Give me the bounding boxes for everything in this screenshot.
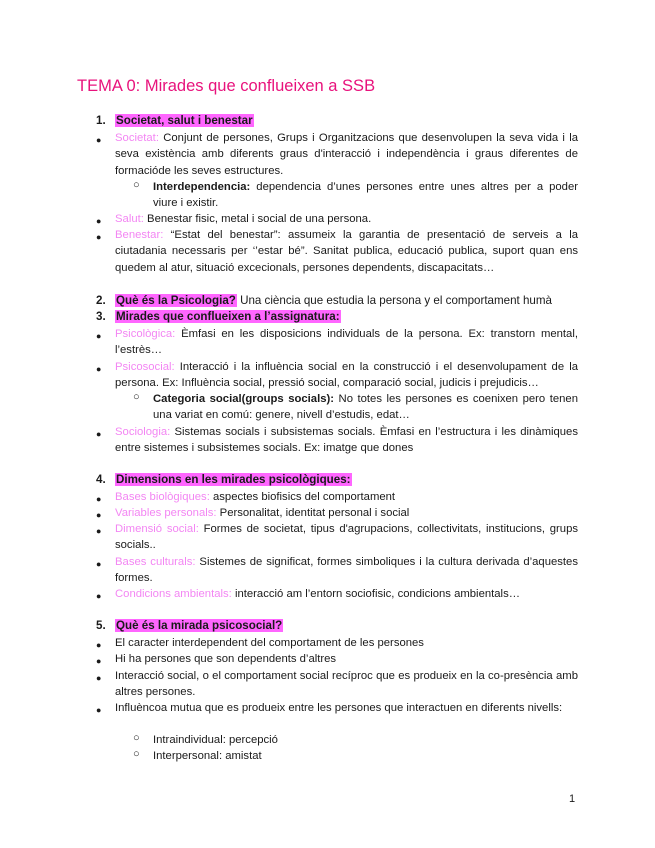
bullet-icon: ● <box>96 135 102 145</box>
section-4-heading: 4. Dimensions en les mirades psicològiques: <box>96 473 351 486</box>
bullet-icon: ● <box>96 526 102 536</box>
bullet-icon: ● <box>96 591 102 601</box>
list-item: Sociologia: Sistemas socials i subsistemas socials. Èmfasi en l’estructura i les dinàmiques entre sistemes i subsistemes socials. Ex: imatge que dones <box>115 426 578 455</box>
page-number: 1 <box>569 793 576 805</box>
list-item: Psicològica: Èmfasi en les disposicions individuals de la persona. Ex: transtorn mental, l’estrès… <box>115 328 578 357</box>
section-1-heading: 1. Societat, salut i benestar <box>96 114 253 127</box>
list-item: Dimensió social: Formes de societat, tipus d'agrupacions, collectivitats, institucions, grups socials.. <box>115 523 579 552</box>
list-item: Benestar: “Estat del benestar”: assumeix la garantia de presentació de serveis a la ciutadania necessaris per ‘’estar bé”. Sanitat publica, educació publica, suport quan ens quedem al atur, situació excecionals, persones dependents, discapacitats… <box>115 229 578 274</box>
list-item: Condicions ambientals: interacció am l’entorn sociofisic, condicions ambientals… <box>115 588 521 600</box>
list-item: Societat: Conjunt de persones, Grups i Organitzacions que desenvolupen la seva vida i la seva existència amb diferents graus d'interacció i independència i graus diferentes de formacióde les seves estructures. <box>115 132 578 177</box>
bullet-icon: ● <box>96 232 102 242</box>
sub-bullet-icon: ○ <box>133 732 140 744</box>
list-item: Hi ha persones que son dependents d’altres <box>115 653 337 665</box>
bullet-icon: ● <box>96 559 102 569</box>
bullet-icon: ● <box>96 331 102 341</box>
list-item: Influèncoa mutua que es produeix entre les persones que interactuen en diferents nivells: <box>115 702 563 714</box>
list-item: Variables personals: Personalitat, identitat personal i social <box>115 507 410 519</box>
bullet-icon: ● <box>96 705 102 715</box>
sub-bullet-icon: ○ <box>133 391 140 403</box>
section-5-heading: 5. Què és la mirada psicosocial? <box>96 619 283 632</box>
sub-list-item: Interdependencia: dependencia d’unes persones entre unes altres per a poder viure i existir. <box>153 181 578 210</box>
bullet-icon: ● <box>96 640 102 650</box>
sub-list-item: Categoria social(groups socials): No totes les persones es coenixen pero tenen una variat en comú: genere, nivell d’estudis, edat… <box>153 393 578 422</box>
section-3-heading: 3. Mirades que conflueixen a l’assignatura: <box>96 310 340 323</box>
bullet-icon: ● <box>96 364 102 374</box>
sub-list-item: Intraindividual: percepció <box>153 734 278 746</box>
list-item: Bases culturals: Sistemes de significat, formes simboliques i la cultura derivada d’aquestes formes. <box>115 556 578 585</box>
sub-bullet-icon: ○ <box>133 748 140 760</box>
bullet-icon: ● <box>96 656 102 666</box>
bullet-icon: ● <box>96 429 102 439</box>
bullet-icon: ● <box>96 216 102 226</box>
document-title: TEMA 0: Mirades que conflueixen a SSB <box>77 77 376 95</box>
bullet-icon: ● <box>96 510 102 520</box>
list-item: El caracter interdependent del comportament de les persones <box>115 637 424 649</box>
list-item: Salut: Benestar fisic, metal i social de una persona. <box>115 213 372 225</box>
list-item: Bases biològiques: aspectes biofisics del comportament <box>115 491 396 503</box>
sub-bullet-icon: ○ <box>133 179 140 191</box>
section-2-heading: 2. Què és la Psicologia? Una ciència que estudia la persona y el comportament humà <box>96 294 552 307</box>
bullet-icon: ● <box>96 673 102 683</box>
list-item: Interacció social, o el comportament social recíproc que es produeix en la co-presència amb altres persones. <box>115 670 578 699</box>
sub-list-item: Interpersonal: amistat <box>153 750 262 762</box>
bullet-icon: ● <box>96 494 102 504</box>
list-item: Psicosocial: Interacció i la influència social en la construcció i el desenvolupament de la persona. Ex: Influència social, pressió social, comparació social, judicis i prejudicis… <box>115 361 578 390</box>
